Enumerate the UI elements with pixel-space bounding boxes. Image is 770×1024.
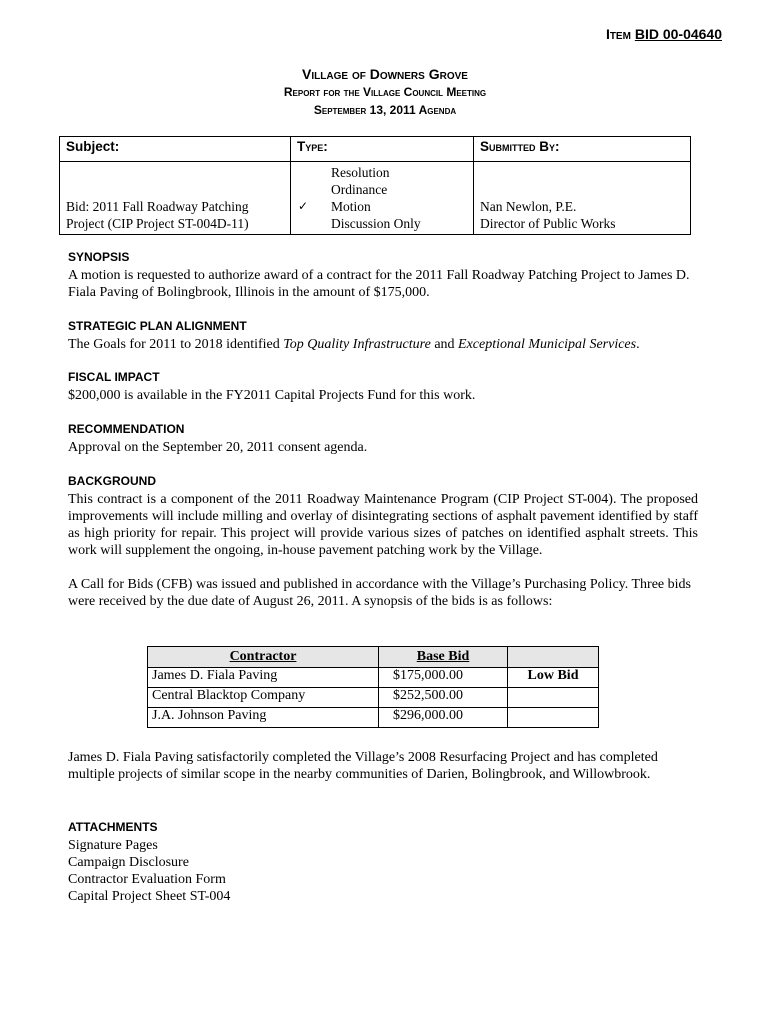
recommendation-text: Approval on the September 20, 2011 consent agenda. [68, 440, 368, 455]
bid-amount: $252,500.00 [379, 688, 508, 708]
table-row [148, 708, 599, 728]
bids-col-base-bid: Base Bid [379, 647, 508, 668]
type-cell [291, 162, 474, 235]
strategic-text-mid: and [430, 337, 459, 352]
attachments-heading: ATTACHMENTS [68, 820, 158, 834]
background-para-2: A Call for Bids (CFB) was issued and published in accordance with the Village’s Purchasing Policy. Three bids were received by the due date of August 26, 2011. A synopsis of the bids is as follows: [68, 577, 691, 609]
subject-label: Subject: [60, 137, 291, 162]
type-discussion-only: Discussion Only [331, 216, 421, 231]
strategic-text [68, 336, 698, 353]
table-row [148, 668, 599, 688]
submitted-name: Nan Newlon, P.E. [480, 199, 577, 214]
recommendation-section [68, 421, 698, 456]
bid-contractor: James D. Fiala Paving [148, 668, 379, 688]
synopsis-section [68, 249, 698, 301]
low-bid-badge: Low Bid [508, 668, 599, 688]
bid-amount: $296,000.00 [379, 708, 508, 728]
strategic-goal-1: Top Quality Infrastructure [283, 337, 431, 352]
title-village: Village of Downers Grove [302, 66, 468, 82]
submitted-by-label: Submitted By: [474, 137, 691, 162]
checkmark-icon: ✓ [298, 199, 309, 213]
strategic-text-after: . [636, 337, 640, 352]
item-label: Item [605, 26, 631, 42]
attachment-item: Signature Pages [68, 838, 158, 853]
recommendation-heading: RECOMMENDATION [68, 422, 185, 436]
type-ordinance: Ordinance [331, 182, 388, 197]
bid-note-empty [508, 688, 599, 708]
title-report: Report for the Village Council Meeting [283, 85, 487, 99]
bids-col-empty [508, 647, 599, 668]
bid-note-empty [508, 708, 599, 728]
report-title-block [0, 65, 770, 119]
bids-table [147, 646, 599, 728]
type-motion-row [298, 198, 467, 215]
followup-text: James D. Fiala Paving satisfactorily completed the Village’s 2008 Resurfacing Project and has completed multiple projects of similar scope in the nearby communities of Darien, Bolingbrook, and Willowbrook. [68, 750, 658, 782]
header-table [59, 136, 691, 235]
subject-line-2: Project (CIP Project ST-004D-11) [66, 216, 249, 231]
type-motion: Motion [331, 199, 371, 214]
strategic-section [68, 318, 698, 353]
subject-line-1: Bid: 2011 Fall Roadway Patching [66, 199, 249, 214]
attachment-item: Contractor Evaluation Form [68, 872, 226, 887]
submitted-cell [474, 162, 691, 235]
background-section [68, 473, 698, 610]
fiscal-text: $200,000 is available in the FY2011 Capital Projects Fund for this work. [68, 388, 476, 403]
attachment-item: Campaign Disclosure [68, 855, 189, 870]
type-label: Type: [291, 137, 474, 162]
bid-amount: $175,000.00 [379, 668, 508, 688]
bids-col-contractor: Contractor [148, 647, 379, 668]
strategic-text-before: The Goals for 2011 to 2018 identified [68, 337, 284, 352]
background-para-1: This contract is a component of the 2011 Roadway Maintenance Program (CIP Project ST-004). The proposed improvements will include milling and overlay of disintegrating sections of asphalt pavement identified by staff as high priority for repair. This project will provide various sizes of patches on identified asphalt streets. This work will supplement the ongoing, in-house pavement patching work by the Village. [68, 492, 698, 558]
subject-cell [60, 162, 291, 235]
submitted-title: Director of Public Works [480, 216, 616, 231]
table-row [148, 688, 599, 708]
bid-contractor: J.A. Johnson Paving [148, 708, 379, 728]
followup-section [68, 749, 698, 783]
strategic-goal-2: Exceptional Municipal Services [458, 337, 637, 352]
fiscal-section [68, 369, 698, 404]
item-number-line [606, 26, 722, 42]
title-agenda: September 13, 2011 Agenda [313, 103, 457, 117]
synopsis-heading: SYNOPSIS [68, 250, 130, 264]
attachments-section [68, 819, 698, 905]
type-resolution: Resolution [331, 165, 390, 180]
background-heading: BACKGROUND [68, 474, 156, 488]
synopsis-text: A motion is requested to authorize award of a contract for the 2011 Fall Roadway Patching Project to James D. Fiala Paving of Bolingbrook, Illinois in the amount of $175,000. [68, 268, 690, 300]
item-number: BID 00-04640 [634, 26, 722, 42]
attachment-item: Capital Project Sheet ST-004 [68, 889, 231, 904]
bid-contractor: Central Blacktop Company [148, 688, 379, 708]
fiscal-heading: FISCAL IMPACT [68, 370, 160, 384]
strategic-heading: STRATEGIC PLAN ALIGNMENT [68, 319, 247, 333]
